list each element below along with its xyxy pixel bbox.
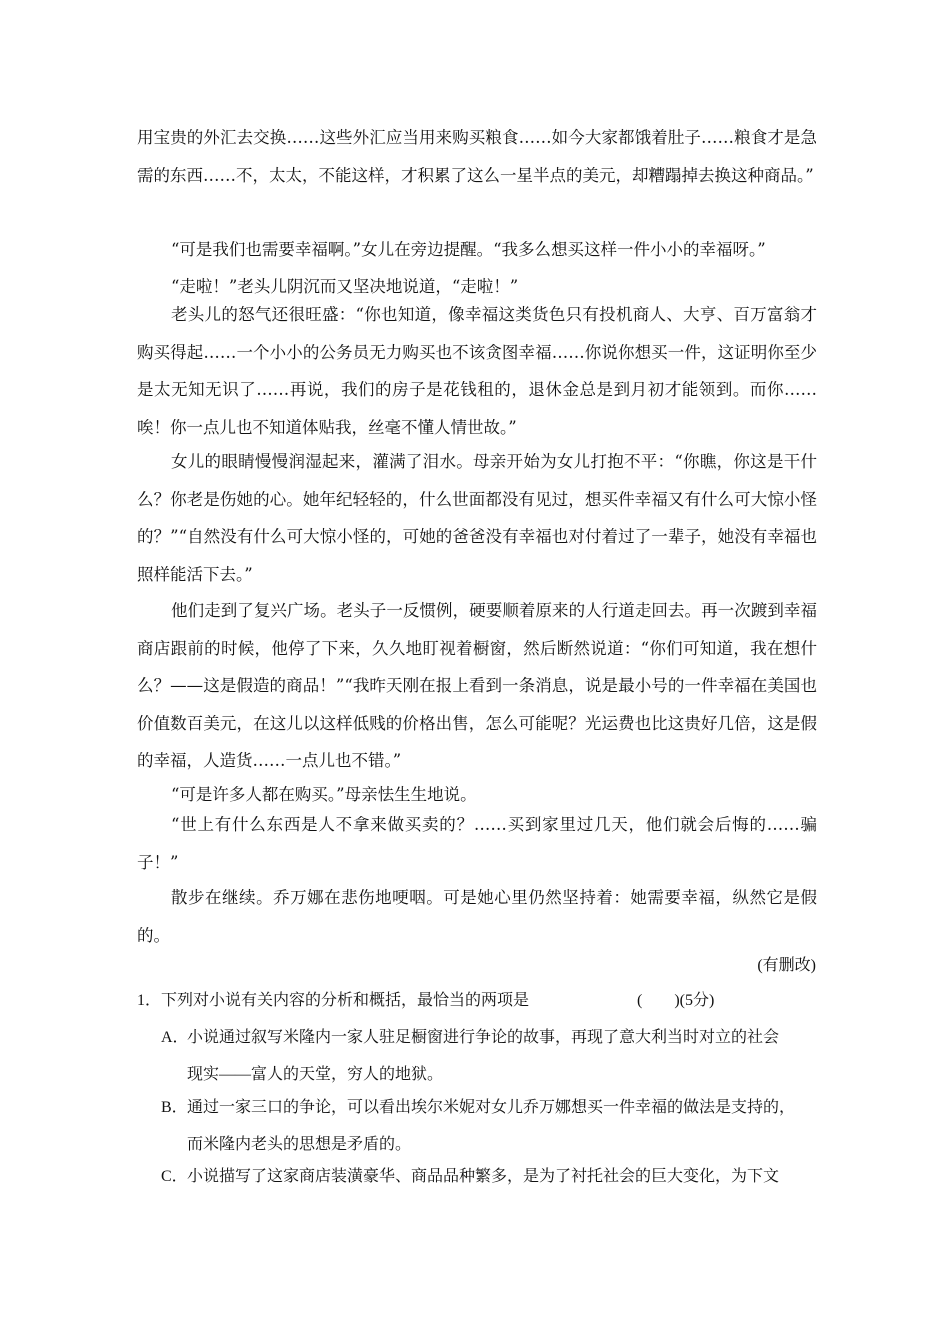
source-note: (有删改) [757,957,816,974]
option-b [161,1089,821,1163]
option-c [161,1158,821,1195]
option-text-continued: 现实——富人的天堂，穷人的地狱。 [187,1066,444,1083]
question-number: 1． [137,992,162,1009]
option-a [161,1019,821,1093]
option-letter: A． [161,1029,189,1046]
paragraph: 他们走到了复兴广场。老头子一反惯例，硬要顺着原来的人行道走回去。再一次踱到幸福商店跟前的时候，他停了下来，久久地盯视着橱窗，然后断然说道：“你们可知道，我在想什么？——这是假造的商品！”“我昨天刚在报上看到一条消息，说是最小号的一件幸福在美国也价值数百美元，在这儿以这样低贱的价格出售，怎么可能呢？光运费也比这贵好几倍，这是假的幸福，人造货……一点儿也不错。” [137,601,817,770]
answer-blank: ( )(5分) [637,992,715,1009]
option-text: 通过一家三口的争论，可以看出埃尔米妮对女儿乔万娜想买一件幸福的做法是支持的， [187,1099,796,1116]
option-text: 小说通过叙写米隆内一家人驻足橱窗进行争论的故事，再现了意大利当时对立的社会 [187,1029,780,1046]
paragraph: “可是我们也需要幸福啊。”女儿在旁边提醒。“我多么想买这样一件小小的幸福呀。” [171,240,766,259]
option-text-continued: 而米隆内老头的思想是矛盾的。 [187,1136,412,1153]
option-letter: B． [161,1099,188,1116]
option-text: 小说描写了这家商店装潢豪华、商品品种繁多，是为了衬托社会的巨大变化，为下文 [187,1168,780,1185]
paragraph: 散步在继续。乔万娜在悲伤地哽咽。可是她心里仍然坚持着：她需要幸福，纵然它是假的。 [137,888,817,945]
paragraph: “可是许多人都在购买。”母亲怯生生地说。 [171,785,477,804]
paragraph: 女儿的眼睛慢慢润湿起来，灌满了泪水。母亲开始为女儿打抱不平：“你瞧，你这是干什么？你老是伤她的心。她年纪轻轻的，什么世面都没有见过，想买件幸福又有什么可大惊小怪的？”“自然没有什么可大惊小怪的，可她的爸爸没有幸福也对付着过了一辈子，她没有幸福也照样能活下去。” [137,452,817,584]
question-text: 下列对小说有关内容的分析和概括，最恰当的两项是 [161,992,530,1009]
paragraph: “世上有什么东西是人不拿来做买卖的？……买到家里过几天，他们就会后悔的……骗子！” [137,815,817,872]
paragraph: “走啦！”老头儿阴沉而又坚决地说道，“走啦！” [171,277,519,296]
question-stem [137,988,837,1014]
option-letter: C． [161,1168,188,1185]
paragraph: 老头儿的怒气还很旺盛：“你也知道，像幸福这类货色只有投机商人、大亨、百万富翁才购买得起……一个小小的公务员无力购买也不该贪图幸福……你说你想买一件，这证明你至少是太无知无识了……再说，我们的房子是花钱租的，退休金总是到月初才能领到。而你……唉！你一点儿也不知道体贴我，丝毫不懂人情世故。” [137,305,817,437]
paragraph: 用宝贵的外汇去交换……这些外汇应当用来购买粮食……如今大家都饿着肚子……粮食才是急需的东西……不，太太，不能这样，才积累了这么一星半点的美元，却糟蹋掉去换这种商品。” [137,128,817,185]
